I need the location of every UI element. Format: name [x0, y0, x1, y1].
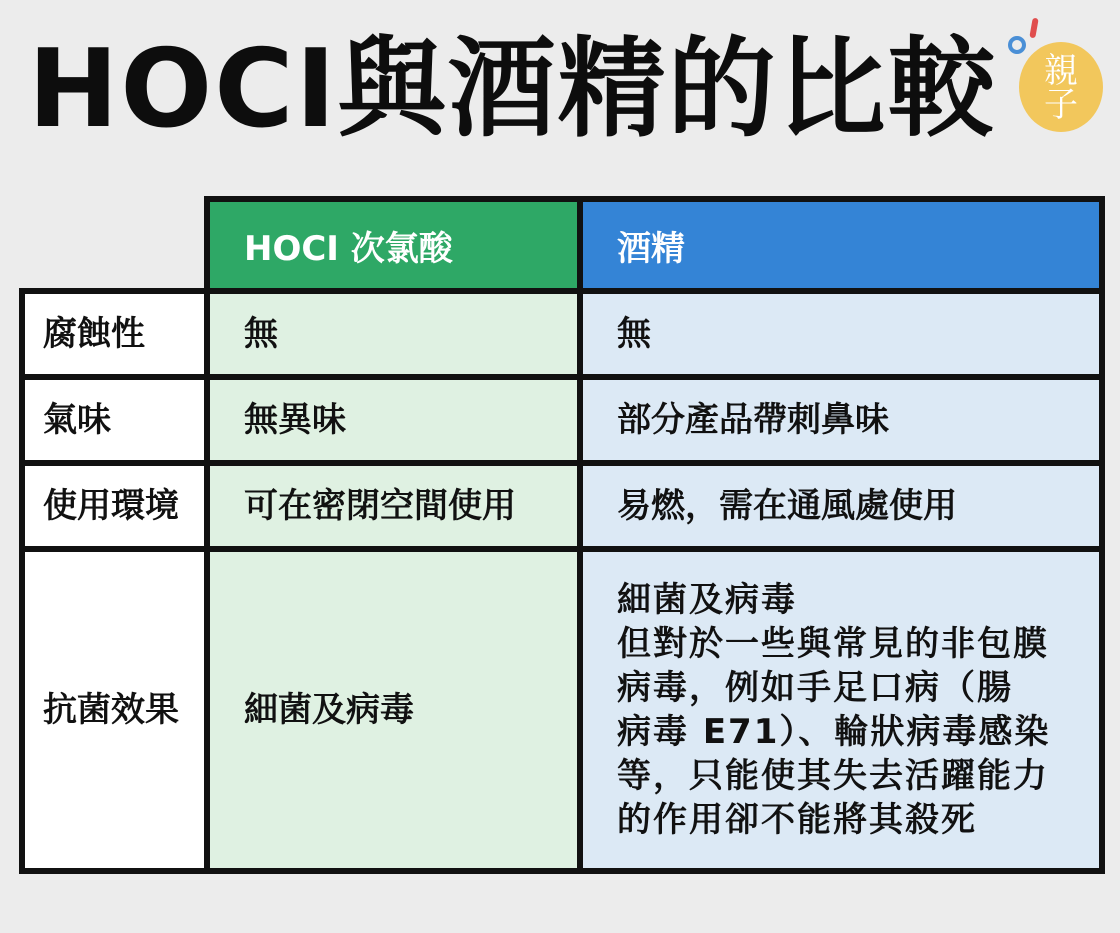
table-row — [22, 549, 1102, 871]
cell-line: 等，只能使其失去活躍能力 — [617, 756, 1049, 796]
cell-line: 細菌及病毒 — [617, 580, 797, 620]
cell-line: 但對於一些與常見的非包膜 — [617, 624, 1049, 664]
row-label: 氣味 — [22, 377, 207, 463]
logo-text: 親 子 — [1044, 51, 1078, 125]
cell-hocl: 無異味 — [207, 377, 580, 463]
row-label: 腐蝕性 — [22, 291, 207, 377]
cell-hocl: 細菌及病毒 — [207, 549, 580, 871]
cell-alcohol: 部分產品帶刺鼻味 — [580, 377, 1102, 463]
table-row — [22, 291, 1102, 377]
cell-alcohol: 易燃，需在通風處使用 — [580, 463, 1102, 549]
cell-line: 的作用卻不能將其殺死 — [617, 800, 977, 840]
logo-ring-icon — [1008, 36, 1026, 54]
row-label: 抗菌效果 — [22, 549, 207, 871]
table-row — [22, 463, 1102, 549]
cell-hocl: 無 — [207, 291, 580, 377]
header-blank — [22, 199, 207, 291]
table-row — [22, 377, 1102, 463]
cell-hocl: 可在密閉空間使用 — [207, 463, 580, 549]
logo — [1003, 14, 1115, 134]
cell-line: 病毒，例如手足口病（腸 — [617, 668, 1013, 708]
cell-alcohol: 無 — [580, 291, 1102, 377]
page-title: HOCI與酒精的比較 — [28, 27, 998, 152]
row-label: 使用環境 — [22, 463, 207, 549]
header-alcohol: 酒精 — [580, 199, 1102, 291]
cell-line: 病毒 E71）、輪狀病毒感染 — [617, 712, 1051, 752]
header-hocl: HOCI 次氯酸 — [207, 199, 580, 291]
logo-mark-icon — [1029, 18, 1038, 39]
comparison-table — [19, 196, 1105, 874]
cell-alcohol — [580, 549, 1102, 871]
table-header-row — [22, 199, 1102, 291]
